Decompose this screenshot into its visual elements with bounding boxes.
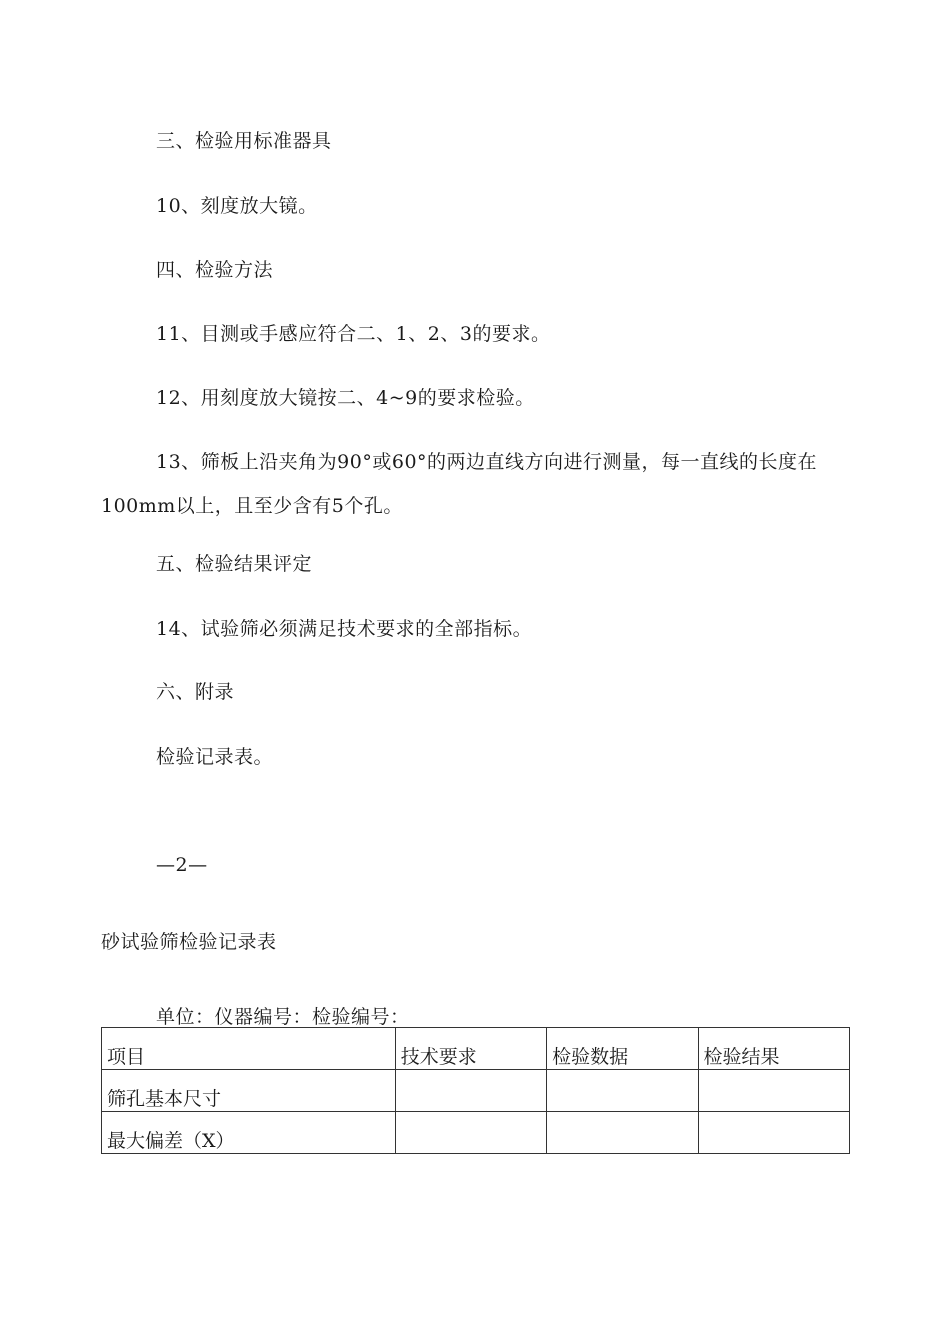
record-table-title: 砂试验筛检验记录表	[101, 931, 277, 953]
item-14: 14、试验筛必须满足技术要求的全部指标。	[156, 618, 533, 640]
table-cell	[698, 1070, 849, 1112]
table-cell: 筛孔基本尺寸	[102, 1070, 396, 1112]
item-12: 12、用刻度放大镜按二、4~9的要求检验。	[156, 387, 535, 409]
page-number: —2—	[156, 854, 208, 876]
section-heading-3: 三、检验用标准器具	[156, 130, 332, 152]
item-11: 11、目测或手感应符合二、1、2、3的要求。	[156, 323, 551, 345]
item-10: 10、刻度放大镜。	[156, 195, 318, 217]
table-header-cell: 检验结果	[698, 1028, 849, 1070]
inspection-record-table	[101, 1027, 850, 1154]
table-cell: 最大偏差（X）	[102, 1112, 396, 1154]
section-heading-5: 五、检验结果评定	[156, 553, 313, 575]
section-heading-6: 六、附录	[156, 681, 235, 703]
item-13: 13、筛板上沿夹角为90°或60°的两边直线方向进行测量，每一直线的长度在100mm以上，且至少含有5个孔。	[101, 451, 818, 517]
table-cell	[395, 1070, 546, 1112]
record-table-header-info: 单位：仪器编号：检验编号：	[156, 1006, 410, 1028]
table-header-cell: 检验数据	[547, 1028, 698, 1070]
table-header-cell: 项目	[102, 1028, 396, 1070]
table-cell	[547, 1112, 698, 1154]
table-row	[102, 1070, 850, 1112]
section-heading-4: 四、检验方法	[156, 259, 274, 281]
table-cell	[395, 1112, 546, 1154]
appendix-item: 检验记录表。	[156, 746, 274, 768]
table-cell	[547, 1070, 698, 1112]
table-header-row	[102, 1028, 850, 1070]
table-cell	[698, 1112, 849, 1154]
table-header-cell: 技术要求	[395, 1028, 546, 1070]
table-row	[102, 1112, 850, 1154]
